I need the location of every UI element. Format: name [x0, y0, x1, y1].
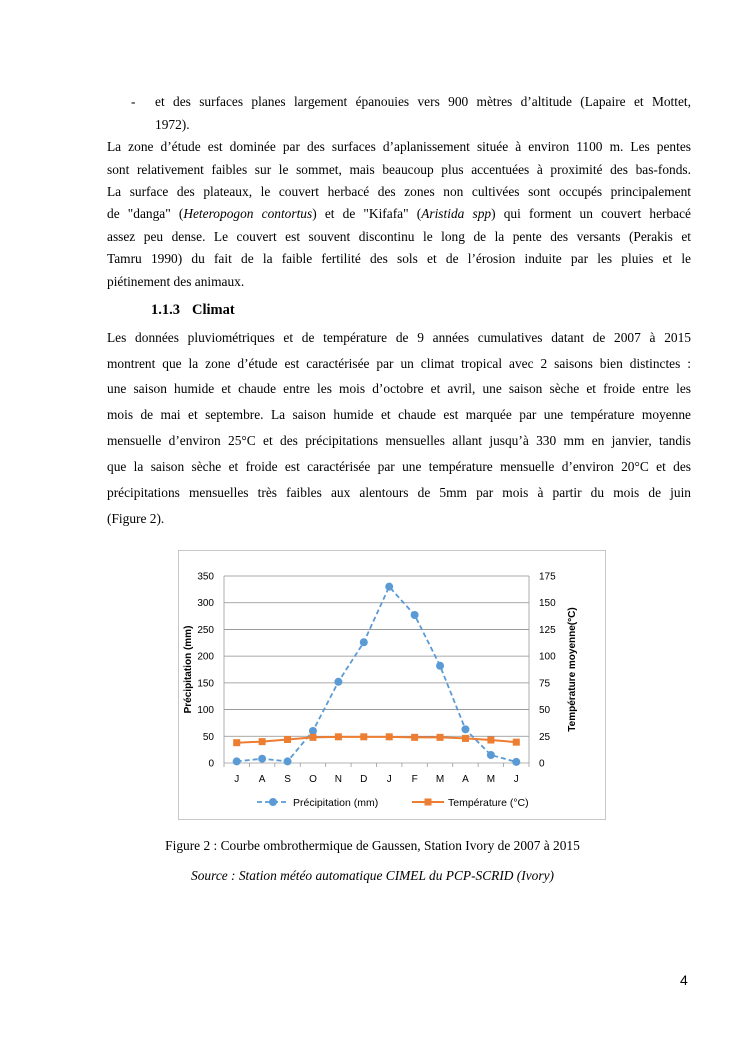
temperature-point: [233, 739, 240, 746]
para2-line: mensuelle d’environ 25°C et des précipitations mensuelles allant jusqu’à 330 mm en janvier, tandis: [107, 433, 691, 448]
x-tick-label: M: [486, 774, 496, 785]
legend-temperature-marker: [425, 799, 432, 806]
temperature-point: [513, 739, 520, 746]
species-aristida: Aristida spp: [421, 206, 492, 221]
para1-line: La surface des plateaux, le couvert herbacé des zones non cultivées sont occupés principalement: [107, 184, 691, 199]
para2-line: montrent que la zone d’étude est caractérisée par un climat tropical avec 2 saisons bien distinctes :: [107, 356, 691, 371]
temperature-point: [411, 734, 418, 741]
temperature-point: [386, 733, 393, 740]
precipitation-point: [487, 751, 495, 759]
ombrothermic-chart: [179, 551, 605, 819]
series-line-temperature: [237, 737, 517, 743]
temperature-point: [335, 733, 342, 740]
bullet-line1: et des surfaces planes largement épanouies vers 900 mètres d’altitude (Lapaire et Mottet,: [155, 94, 691, 109]
y-axis-title: Précipitation (mm): [183, 625, 194, 714]
precipitation-point: [284, 757, 292, 765]
precipitation-point: [334, 678, 342, 686]
section-number: 1.1.3: [151, 302, 180, 318]
series-line-precipitation: [237, 587, 517, 762]
para2-line: une saison humide et chaude entre les mois d’octobre et avril, une saison sèche et froide entre les: [107, 381, 691, 396]
x-tick-label: A: [462, 774, 469, 785]
x-tick-label: J: [513, 774, 519, 785]
para1-line: sont relativement faibles sur le sommet, mais beaucoup plus accentuées à proximité des bas-fonds.: [107, 162, 691, 177]
temperature-point: [360, 733, 367, 740]
y2-axis-title: Température moyenne(°C): [567, 607, 578, 732]
legend-precipitation-label: Précipitation (mm): [293, 797, 379, 809]
y-tick-label: 300: [197, 598, 214, 610]
x-tick-label: S: [284, 774, 291, 785]
precipitation-point: [461, 725, 469, 733]
legend-temperature-label: Température (°C): [448, 797, 529, 809]
species-heteropogon: Heteropogon contortus: [183, 206, 313, 221]
bullet-text-line2: 1972).: [155, 117, 190, 132]
y-tick-label: 250: [197, 624, 214, 636]
precipitation-point: [385, 583, 393, 591]
para2-line: (Figure 2).: [107, 511, 165, 526]
legend-precipitation-marker: [269, 798, 277, 806]
precipitation-point: [233, 757, 241, 765]
precipitation-point: [436, 662, 444, 670]
y-tick-label: 0: [208, 758, 214, 770]
y2-tick-label: 150: [539, 598, 556, 610]
precipitation-point: [309, 727, 317, 735]
para2-line: précipitations mensuelles très faibles aux alentours de 5mm par mois à partir du mois de juin: [107, 485, 691, 500]
precipitation-point: [411, 611, 419, 619]
x-tick-label: J: [386, 774, 392, 785]
y-tick-label: 50: [202, 731, 214, 743]
x-tick-label: A: [258, 774, 266, 785]
temperature-point: [487, 737, 494, 744]
section-title: Climat: [192, 302, 235, 318]
figure-source: Source : Station météo automatique CIMEL du PCP-SCRID (Ivory): [191, 868, 554, 883]
y2-tick-label: 75: [539, 678, 551, 690]
section-heading: [151, 302, 235, 319]
x-tick-label: D: [360, 774, 368, 785]
para1-line: piétinement des animaux.: [107, 274, 245, 289]
temperature-point: [284, 736, 291, 743]
y2-tick-label: 0: [539, 758, 545, 770]
chart-frame: [178, 550, 606, 820]
para1-line: Tamru 1990) du fait de la faible fertilité des sols et de l’érosion induite par les pluies et le: [107, 251, 691, 266]
para2-line: que la saison sèche et froide est caractérisée par une température mensuelle d’environ 20°C et des: [107, 459, 691, 474]
y-tick-label: 350: [197, 571, 214, 583]
precipitation-point: [258, 755, 266, 763]
y2-tick-label: 50: [539, 705, 551, 717]
y-tick-label: 150: [197, 678, 214, 690]
bullet-dash: -: [131, 94, 136, 109]
x-tick-label: M: [435, 774, 445, 785]
temperature-point: [309, 734, 316, 741]
x-tick-label: O: [309, 774, 317, 785]
page-number: 4: [680, 972, 688, 988]
precipitation-point: [360, 638, 368, 646]
figure-caption: Figure 2 : Courbe ombrothermique de Gaussen, Station Ivory de 2007 à 2015: [165, 838, 580, 853]
bullet-text-line1: [155, 94, 691, 110]
y2-tick-label: 125: [539, 624, 556, 636]
para1-line-species: de "danga" (Heteropogon contortus) et de "Kifafa" (Aristida spp) qui forment un couvert herbacé: [107, 206, 691, 221]
y-tick-label: 200: [197, 651, 214, 663]
para1-line: assez peu dense. Le couvert est souvent discontinu le long de la pente des versants (Perakis et: [107, 229, 691, 244]
y2-tick-label: 25: [539, 731, 551, 743]
y2-tick-label: 100: [539, 651, 556, 663]
x-tick-label: N: [334, 774, 342, 785]
y2-tick-label: 175: [539, 571, 556, 583]
para1-line: La zone d’étude est dominée par des surfaces d’aplanissement située à environ 1100 m. Les pentes: [107, 139, 691, 154]
temperature-point: [437, 734, 444, 741]
temperature-point: [259, 738, 266, 745]
x-tick-label: F: [411, 774, 418, 785]
precipitation-point: [512, 758, 520, 766]
para2-line: Les données pluviométriques et de température de 9 années cumulatives datant de 2007 à 2015: [107, 330, 691, 345]
temperature-point: [462, 735, 469, 742]
para2-line: mois de mai et septembre. La saison humide et chaude est marquée par une température moyenne: [107, 407, 691, 422]
y-tick-label: 100: [197, 705, 214, 717]
x-tick-label: J: [234, 774, 240, 785]
